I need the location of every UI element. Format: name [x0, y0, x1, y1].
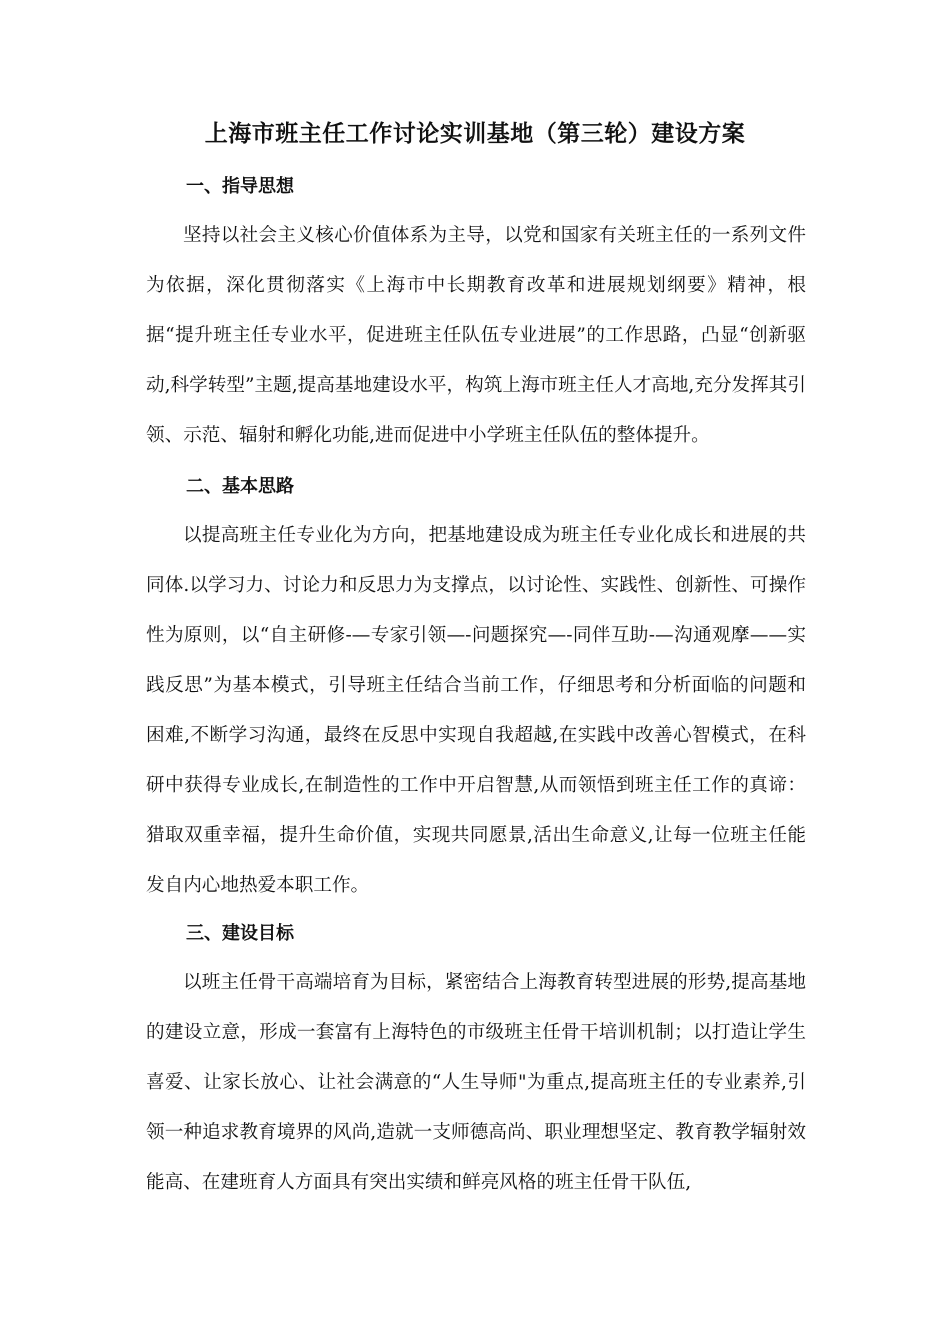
section-heading-construction-goals: 三、建设目标	[186, 923, 294, 944]
section-body-basic-approach: 以提高班主任专业化为方向，把基地建设成为班主任专业化成长和进展的共同体.以学习力、讨论力和反思力为支撑点，以讨论性、实践性、创新性、可操作性为原则，以“自主研修-—专家引领—-问题探究—-同伴互助-—沟通观摩——实践反思”为基本模式，引导班主任结合当前工作，仔细思考和分析面临的问题和困难,不断学习沟通，最终在反思中实现自我超越,在实践中改善心智模式，在科研中获得专业成长,在制造性的工作中开启智慧,从而领悟到班主任工作的真谛：猎取双重幸福，提升生命价值，实现共同愿景,活出生命意义,让每一位班主任能发自内心地热爱本职工作。	[146, 525, 806, 896]
section-body-guiding-ideology: 坚持以社会主义核心价值体系为主导，以党和国家有关班主任的一系列文件为依据，深化贯彻落实《上海市中长期教育改革和进展规划纲要》精神，根据“提升班主任专业水平，促进班主任队伍专业进展”的工作思路，凸显“创新驱动,科学转型”主题,提高基地建设水平，构筑上海市班主任人才高地,充分发挥其引领、示范、辐射和孵化功能,进而促进中小学班主任队伍的整体提升。	[146, 225, 806, 446]
document-title: 上海市班主任工作讨论实训基地（第三轮）建设方案	[204, 121, 746, 147]
section-heading-basic-approach: 二、基本思路	[186, 476, 294, 497]
section-body-construction-goals: 以班主任骨干高端培育为目标，紧密结合上海教育转型进展的形势,提高基地的建设立意，形成一套富有上海特色的市级班主任骨干培训机制；以打造让学生喜爱、让家长放心、让社会满意的“人生导师"为重点,提高班主任的专业素养,引领一种追求教育境界的风尚,造就一支师德高尚、职业理想坚定、教育教学辐射效能高、在建班育人方面具有突出实绩和鲜亮风格的班主任骨干队伍,	[146, 972, 806, 1193]
section-heading-guiding-ideology: 一、指导思想	[186, 176, 294, 197]
